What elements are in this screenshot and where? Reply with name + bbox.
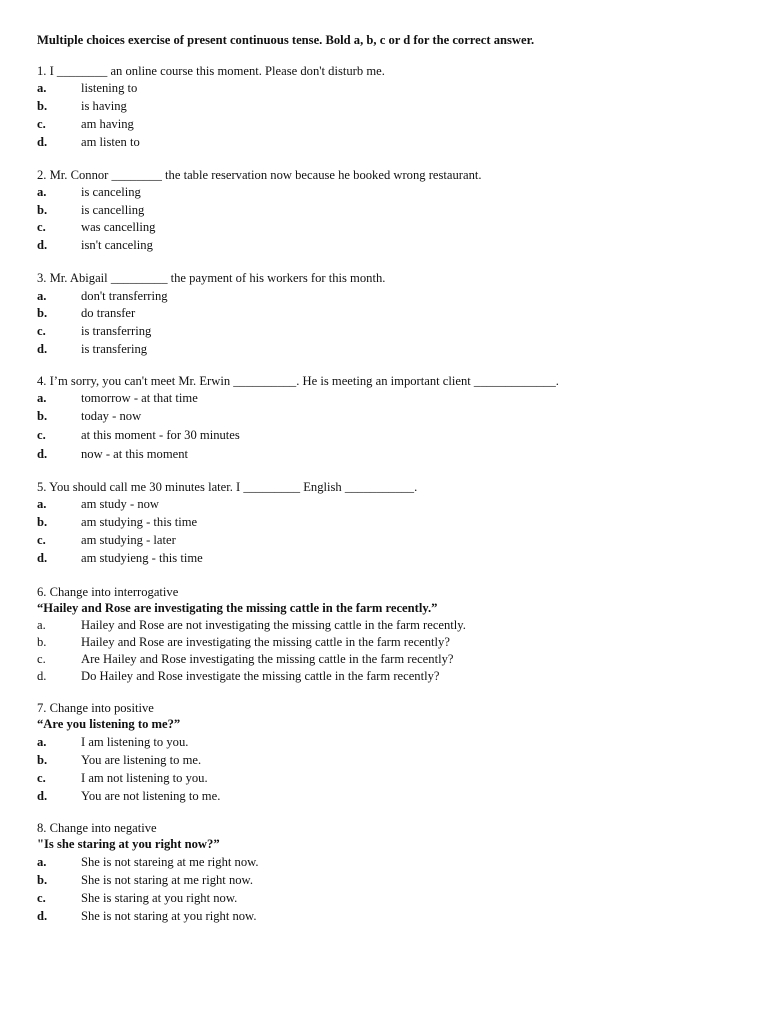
question-2-option-d-letter: d. — [37, 238, 48, 252]
question-1-option-b-letter: b. — [37, 99, 48, 113]
question-2-option-d-text: isn't canceling — [81, 238, 153, 252]
question-3-prompt: 3. Mr. Abigail _________ the payment of his workers for this month. — [37, 271, 386, 285]
question-2-prompt: 2. Mr. Connor ________ the table reservation now because he booked wrong restaurant. — [37, 168, 482, 182]
question-7-option-d-text: You are not listening to me. — [81, 789, 221, 803]
question-4-prompt: 4. I’m sorry, you can't meet Mr. Erwin __________. He is meeting an important client _____________. — [37, 374, 559, 388]
question-5-option-a-letter: a. — [37, 497, 47, 511]
question-8-option-c-letter: c. — [37, 891, 46, 905]
question-5-prompt: 5. You should call me 30 minutes later. I _________ English ___________. — [37, 480, 418, 494]
question-3-option-d-text: is transfering — [81, 342, 148, 356]
question-8-option-d-text: She is not staring at you right now. — [81, 909, 257, 923]
question-4-option-d-text: now - at this moment — [81, 447, 189, 461]
question-8-prompt: 8. Change into negative — [37, 821, 157, 835]
question-4-option-d-letter: d. — [37, 447, 48, 461]
question-8-option-b-letter: b. — [37, 873, 48, 887]
question-7-option-c-text: I am not listening to you. — [81, 771, 208, 785]
question-7-quote: “Are you listening to me?” — [37, 717, 181, 731]
question-6-option-b-text: Hailey and Rose are investigating the missing cattle in the farm recently? — [81, 635, 450, 649]
question-6-option-d-letter: d. — [37, 669, 47, 683]
question-8-option-a-text: She is not stareing at me right now. — [81, 855, 259, 869]
question-6-option-c-text: Are Hailey and Rose investigating the missing cattle in the farm recently? — [81, 652, 454, 666]
question-1-option-d-letter: d. — [37, 135, 48, 149]
question-4-option-b-text: today - now — [81, 409, 142, 423]
question-7-option-a-text: I am listening to you. — [81, 735, 189, 749]
question-8-option-a-letter: a. — [37, 855, 47, 869]
question-6-prompt: 6. Change into interrogative — [37, 585, 179, 599]
page-title: Multiple choices exercise of present continuous tense. Bold a, b, c or d for the correct answer. — [37, 33, 535, 47]
question-7-option-b-text: You are listening to me. — [81, 753, 202, 767]
question-7-option-b-letter: b. — [37, 753, 48, 767]
question-5-option-b-letter: b. — [37, 515, 48, 529]
question-2-option-b-letter: b. — [37, 203, 48, 217]
question-1-option-b-text: is having — [81, 99, 127, 113]
question-8-option-b-text: She is not staring at me right now. — [81, 873, 253, 887]
question-3-option-d-letter: d. — [37, 342, 48, 356]
question-4-option-a-letter: a. — [37, 391, 47, 405]
question-6-option-a-letter: a. — [37, 618, 46, 632]
question-6-option-b-letter: b. — [37, 635, 47, 649]
question-8-option-d-letter: d. — [37, 909, 48, 923]
question-8-option-c-text: She is staring at you right now. — [81, 891, 238, 905]
question-7-option-a-letter: a. — [37, 735, 47, 749]
question-5-option-a-text: am study - now — [81, 497, 160, 511]
question-4-option-c-text: at this moment - for 30 minutes — [81, 428, 240, 442]
question-1-prompt: 1. I ________ an online course this moment. Please don't disturb me. — [37, 64, 385, 78]
question-3-option-b-text: do transfer — [81, 306, 136, 320]
question-6-option-c-letter: c. — [37, 652, 46, 666]
question-4-option-a-text: tomorrow - at that time — [81, 391, 198, 405]
question-2-option-a-letter: a. — [37, 185, 47, 199]
question-2-option-c-letter: c. — [37, 220, 46, 234]
question-4-option-b-letter: b. — [37, 409, 48, 423]
question-1-option-c-text: am having — [81, 117, 134, 131]
question-5-option-b-text: am studying - this time — [81, 515, 198, 529]
question-7-prompt: 7. Change into positive — [37, 701, 154, 715]
question-1-option-d-text: am listen to — [81, 135, 140, 149]
question-1-option-c-letter: c. — [37, 117, 46, 131]
question-5-option-c-letter: c. — [37, 533, 46, 547]
question-3-option-c-letter: c. — [37, 324, 46, 338]
question-5-option-d-letter: d. — [37, 551, 48, 565]
question-7-option-d-letter: d. — [37, 789, 48, 803]
question-1-option-a-letter: a. — [37, 81, 47, 95]
question-6-quote: “Hailey and Rose are investigating the missing cattle in the farm recently.” — [37, 601, 438, 615]
question-3-option-a-letter: a. — [37, 289, 47, 303]
question-3-option-a-text: don't transferring — [81, 289, 168, 303]
question-2-option-b-text: is cancelling — [81, 203, 145, 217]
question-5-option-d-text: am studyieng - this time — [81, 551, 203, 565]
question-7-option-c-letter: c. — [37, 771, 46, 785]
question-3-option-c-text: is transferring — [81, 324, 152, 338]
question-3-option-b-letter: b. — [37, 306, 48, 320]
question-6-option-a-text: Hailey and Rose are not investigating the missing cattle in the farm recently. — [81, 618, 466, 632]
question-8-quote: "Is she staring at you right now?” — [37, 837, 220, 851]
question-2-option-a-text: is canceling — [81, 185, 141, 199]
question-5-option-c-text: am studying - later — [81, 533, 176, 547]
question-1-option-a-text: listening to — [81, 81, 138, 95]
question-2-option-c-text: was cancelling — [81, 220, 156, 234]
question-4-option-c-letter: c. — [37, 428, 46, 442]
question-6-option-d-text: Do Hailey and Rose investigate the missing cattle in the farm recently? — [81, 669, 440, 683]
